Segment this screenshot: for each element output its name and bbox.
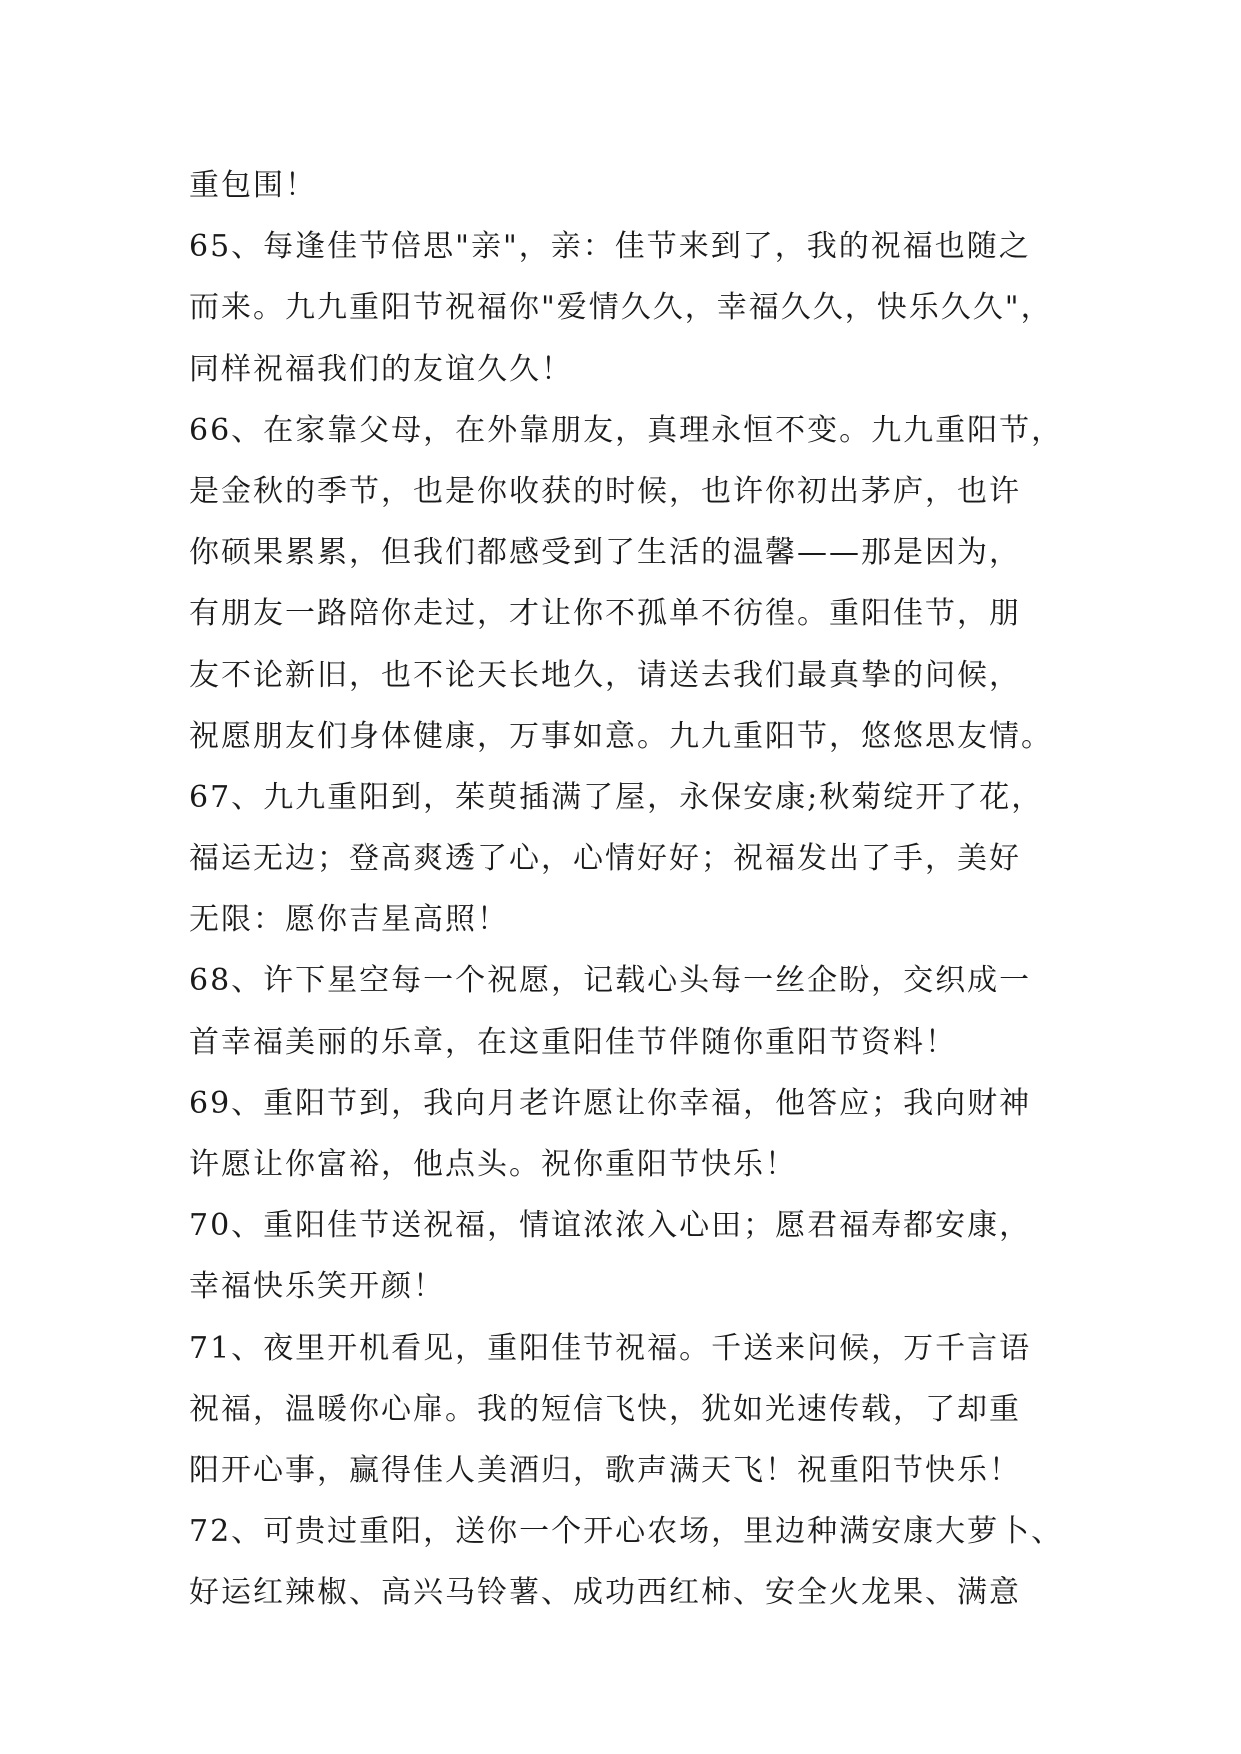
text-line: 友不论新旧，也不论天长地久，请送去我们最真挚的问候， [189,657,1021,693]
text-line: 你硕果累累，但我们都感受到了生活的温馨——那是因为， [189,535,1021,571]
text-line: 祝福，温暖你心扉。我的短信飞快，犹如光速传载，了却重 [189,1391,1021,1427]
document-body [189,155,1069,1624]
text-line: 70、重阳佳节送祝福，情谊浓浓入心田；愿君福寿都安康， [189,1208,1032,1244]
text-line: 是金秋的季节，也是你收获的时候，也许你初出茅庐，也许 [189,473,1021,509]
text-line: 许愿让你富裕，他点头。祝你重阳节快乐！ [189,1147,797,1182]
text-line: 祝愿朋友们身体健康，万事如意。九九重阳节，悠悠思友情。 [189,718,1053,754]
text-line: 65、每逢佳节倍思"亲"，亲：佳节来到了，我的祝福也随之 [189,229,1031,265]
text-line: 无限：愿你吉星高照！ [189,902,509,938]
text-line: 阳开心事，赢得佳人美酒归，歌声满天飞！祝重阳节快乐！ [189,1452,1021,1488]
text-line: 福运无边；登高爽透了心，心情好好；祝福发出了手，美好 [189,841,1021,877]
text-line: 同样祝福我们的友谊久久！ [189,351,573,387]
text-line: 69、重阳节到，我向月老许愿让你幸福，他答应；我向财神 [189,1085,1032,1121]
text-line: 好运红辣椒、高兴马铃薯、成功西红柿、安全火龙果、满意 [189,1575,1021,1611]
text-line: 72、可贵过重阳，送你一个开心农场，里边种满安康大萝卜、 [189,1514,1064,1550]
text-line: 而来。九九重阳节祝福你"爱情久久，幸福久久，快乐久久"， [189,290,1053,326]
text-line: 有朋友一路陪你走过，才让你不孤单不彷徨。重阳佳节，朋 [189,596,1021,632]
text-line: 67、九九重阳到，茱萸插满了屋，永保安康;秋菊绽开了花， [189,779,1044,815]
text-line: 71、夜里开机看见，重阳佳节祝福。千送来问候，万千言语 [189,1330,1032,1366]
text-line: 68、许下星空每一个祝愿，记载心头每一丝企盼，交织成一 [189,963,1032,999]
text-line: 66、在家靠父母，在外靠朋友，真理永恒不变。九九重阳节， [189,412,1064,448]
text-line: 重包围！ [189,168,317,203]
text-line: 幸福快乐笑开颜！ [189,1269,445,1305]
text-line: 首幸福美丽的乐章，在这重阳佳节伴随你重阳节资料！ [189,1024,957,1060]
